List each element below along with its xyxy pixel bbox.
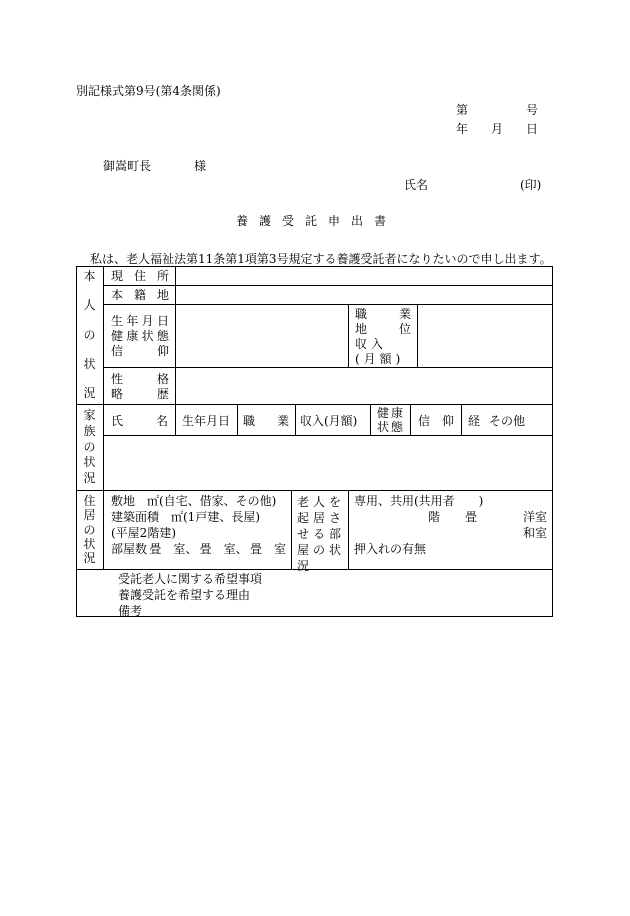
statement: 私は、老人福祉法第11条第1項第3号規定する養護受託者になりたいので申し出ます。	[90, 252, 552, 266]
remarks-label: 備考	[118, 604, 143, 618]
form-number: 別記様式第9号(第4条関係)	[76, 84, 221, 98]
western-room-label: 洋室	[523, 510, 548, 524]
family-col-faith: 信 仰	[418, 414, 454, 428]
rooms-cell-2: 畳 室、	[199, 542, 248, 556]
seal-label: (印)	[520, 178, 542, 192]
number-prefix: 第	[456, 103, 469, 117]
site-line: 敷地 ㎡(自宅、借家、その他)	[111, 494, 277, 508]
japanese-room-label: 和室	[523, 526, 548, 540]
rooms-line	[111, 542, 286, 556]
date-year: 年	[456, 122, 469, 136]
family-col-scripture: 経	[468, 414, 481, 428]
income-label: 収入(月額)	[355, 337, 405, 366]
rooms-cell-3: 畳 室	[249, 542, 286, 556]
document-title: 養護受託申出書	[236, 214, 398, 228]
date-month: 月	[490, 122, 503, 136]
rooms-cell-1: 畳 室、	[149, 542, 198, 556]
faith-label: 信 仰	[111, 344, 169, 358]
date-day: 日	[525, 122, 538, 136]
family-col-name: 氏 名	[111, 414, 168, 428]
section-label-housing: 住 居 の 状 況	[83, 494, 96, 565]
section-label-family: 家 族 の 状 況	[83, 408, 96, 485]
stories-line: (平屋2階建)	[111, 526, 176, 540]
registered-domicile-label: 本 籍 地	[111, 288, 169, 302]
birth-date-label: 生 年 月 日	[111, 314, 169, 328]
character-label: 性 格	[111, 372, 169, 386]
document-number-line	[456, 103, 538, 117]
family-col-health: 健康状態	[377, 406, 406, 434]
elder-room-label: 老人を起居させる部屋の状況	[297, 495, 346, 573]
honorific: 様	[194, 159, 207, 173]
mats-label: 畳	[465, 510, 478, 524]
current-address-label: 現 住 所	[111, 269, 169, 283]
number-suffix: 号	[525, 103, 538, 117]
family-col-occupation: 職 業	[243, 414, 289, 428]
floor-area-line: 建築面積 ㎡(1戸建、長屋)	[111, 510, 260, 524]
section-label-personal: 本 人 の 状 況	[83, 269, 96, 400]
occupation-label: 職 業	[355, 307, 411, 321]
reason-label: 養護受託を希望する理由	[118, 588, 251, 602]
addressee: 御嵩町長	[103, 159, 152, 173]
rooms-label: 部屋数	[111, 542, 148, 556]
applicant-name-label: 氏名	[404, 178, 429, 192]
family-col-other: その他	[489, 414, 526, 428]
date-line	[456, 122, 538, 136]
position-label: 地 位	[355, 322, 411, 336]
usage-line: 専用、共用(共用者 )	[354, 494, 484, 508]
health-label: 健 康 状 態	[111, 329, 169, 343]
closet-label: 押入れの有無	[354, 542, 427, 556]
wishes-label: 受託老人に関する希望事項	[118, 572, 263, 586]
floor-label: 階	[428, 510, 441, 524]
career-label: 略 歴	[111, 387, 169, 401]
family-col-income: 収入(月額)	[300, 414, 358, 428]
family-col-birth-date: 生年月日	[182, 414, 231, 428]
